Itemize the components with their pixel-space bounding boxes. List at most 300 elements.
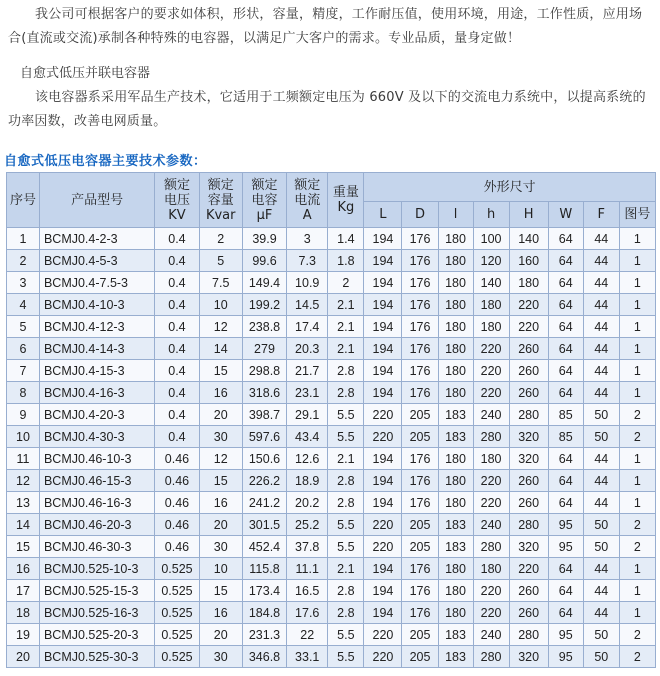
cell-figure-no: 1 <box>619 602 655 624</box>
cell-current: 20.2 <box>287 492 328 514</box>
cell-model: BCMJ0.46-10-3 <box>39 448 154 470</box>
cell-l: 180 <box>438 272 473 294</box>
cell-L: 194 <box>364 558 402 580</box>
cell-capacitance: 279 <box>242 338 286 360</box>
cell-model: BCMJ0.4-14-3 <box>39 338 154 360</box>
cell-W: 95 <box>548 514 583 536</box>
cell-H: 160 <box>509 250 548 272</box>
cell-l: 180 <box>438 294 473 316</box>
cell-current: 29.1 <box>287 404 328 426</box>
cell-model: BCMJ0.4-2-3 <box>39 228 154 250</box>
header-capacity-line1: 额定 <box>207 177 234 193</box>
cell-capacitance: 39.9 <box>242 228 286 250</box>
cell-capacity: 16 <box>199 492 242 514</box>
cell-L: 194 <box>364 602 402 624</box>
cell-capacitance: 226.2 <box>242 470 286 492</box>
cell-L: 194 <box>364 294 402 316</box>
cell-figure-no: 1 <box>619 558 655 580</box>
cell-no: 14 <box>7 514 40 536</box>
cell-h: 220 <box>473 492 509 514</box>
cell-weight: 2.1 <box>328 338 364 360</box>
cell-F: 44 <box>583 470 619 492</box>
cell-capacitance: 597.6 <box>242 426 286 448</box>
cell-capacity: 10 <box>199 558 242 580</box>
cell-F: 44 <box>583 250 619 272</box>
cell-capacity: 7.5 <box>199 272 242 294</box>
cell-weight: 2.1 <box>328 448 364 470</box>
cell-model: BCMJ0.46-16-3 <box>39 492 154 514</box>
cell-current: 17.6 <box>287 602 328 624</box>
cell-capacitance: 199.2 <box>242 294 286 316</box>
cell-L: 194 <box>364 360 402 382</box>
cell-F: 50 <box>583 404 619 426</box>
cell-F: 50 <box>583 624 619 646</box>
cell-D: 205 <box>402 646 438 668</box>
cell-H: 220 <box>509 294 548 316</box>
cell-figure-no: 1 <box>619 338 655 360</box>
cell-L: 220 <box>364 404 402 426</box>
cell-model: BCMJ0.46-30-3 <box>39 536 154 558</box>
cell-no: 15 <box>7 536 40 558</box>
cell-capacitance: 184.8 <box>242 602 286 624</box>
cell-model: BCMJ0.525-15-3 <box>39 580 154 602</box>
cell-voltage: 0.4 <box>155 426 199 448</box>
table-row <box>7 646 656 668</box>
cell-F: 44 <box>583 492 619 514</box>
header-current-line2: 电流 <box>294 192 321 208</box>
cell-h: 180 <box>473 558 509 580</box>
cell-current: 17.4 <box>287 316 328 338</box>
cell-figure-no: 1 <box>619 228 655 250</box>
cell-no: 18 <box>7 602 40 624</box>
cell-l: 180 <box>438 580 473 602</box>
cell-D: 176 <box>402 580 438 602</box>
cell-weight: 1.4 <box>328 228 364 250</box>
cell-D: 176 <box>402 558 438 580</box>
cell-weight: 5.5 <box>328 536 364 558</box>
cell-L: 220 <box>364 426 402 448</box>
cell-model: BCMJ0.525-30-3 <box>39 646 154 668</box>
cell-l: 183 <box>438 404 473 426</box>
cell-model: BCMJ0.4-12-3 <box>39 316 154 338</box>
table-row <box>7 338 656 360</box>
product-subheading: 自愈式低压并联电容器 <box>20 66 151 81</box>
cell-W: 95 <box>548 646 583 668</box>
cell-no: 3 <box>7 272 40 294</box>
cell-voltage: 0.525 <box>155 646 199 668</box>
cell-D: 205 <box>402 536 438 558</box>
header-dim-H: H <box>509 202 548 228</box>
cell-D: 205 <box>402 404 438 426</box>
header-voltage-line2: 电压 <box>163 192 190 208</box>
cell-current: 33.1 <box>287 646 328 668</box>
cell-no: 7 <box>7 360 40 382</box>
cell-weight: 2.8 <box>328 470 364 492</box>
header-weight-line1: 重量 <box>332 185 359 200</box>
cell-figure-no: 1 <box>619 316 655 338</box>
cell-figure-no: 1 <box>619 382 655 404</box>
cell-H: 260 <box>509 338 548 360</box>
header-capacity-unit: Kvar <box>205 207 236 223</box>
cell-capacitance: 149.4 <box>242 272 286 294</box>
header-current-line1: 额定 <box>294 177 321 193</box>
cell-no: 12 <box>7 470 40 492</box>
cell-current: 18.9 <box>287 470 328 492</box>
cell-W: 64 <box>548 272 583 294</box>
cell-model: BCMJ0.525-20-3 <box>39 624 154 646</box>
cell-figure-no: 1 <box>619 580 655 602</box>
table-row <box>7 272 656 294</box>
cell-H: 320 <box>509 448 548 470</box>
table-row <box>7 250 656 272</box>
cell-figure-no: 1 <box>619 470 655 492</box>
cell-figure-no: 1 <box>619 272 655 294</box>
cell-L: 194 <box>364 470 402 492</box>
cell-capacity: 15 <box>199 360 242 382</box>
cell-model: BCMJ0.4-5-3 <box>39 250 154 272</box>
cell-H: 220 <box>509 316 548 338</box>
header-voltage-unit: KV <box>168 207 186 223</box>
cell-current: 12.6 <box>287 448 328 470</box>
cell-W: 95 <box>548 536 583 558</box>
cell-figure-no: 1 <box>619 492 655 514</box>
cell-W: 64 <box>548 228 583 250</box>
table-row <box>7 382 656 404</box>
cell-capacity: 16 <box>199 602 242 624</box>
cell-H: 260 <box>509 360 548 382</box>
spec-table <box>6 172 656 668</box>
cell-current: 3 <box>287 228 328 250</box>
cell-capacity: 20 <box>199 404 242 426</box>
cell-figure-no: 1 <box>619 360 655 382</box>
cell-no: 8 <box>7 382 40 404</box>
cell-weight: 2.8 <box>328 360 364 382</box>
cell-weight: 2.1 <box>328 316 364 338</box>
cell-F: 50 <box>583 514 619 536</box>
cell-h: 100 <box>473 228 509 250</box>
cell-voltage: 0.4 <box>155 272 199 294</box>
cell-W: 64 <box>548 602 583 624</box>
cell-capacity: 5 <box>199 250 242 272</box>
table-title: 自愈式低压电容器主要技术参数： <box>4 154 207 169</box>
cell-L: 220 <box>364 514 402 536</box>
cell-h: 220 <box>473 470 509 492</box>
cell-no: 16 <box>7 558 40 580</box>
cell-current: 16.5 <box>287 580 328 602</box>
table-row <box>7 602 656 624</box>
cell-l: 180 <box>438 338 473 360</box>
header-dim-F: F <box>583 202 619 228</box>
cell-F: 50 <box>583 426 619 448</box>
table-row <box>7 316 656 338</box>
cell-model: BCMJ0.525-10-3 <box>39 558 154 580</box>
cell-h: 280 <box>473 426 509 448</box>
cell-H: 260 <box>509 470 548 492</box>
table-body <box>7 228 656 668</box>
cell-model: BCMJ0.4-20-3 <box>39 404 154 426</box>
cell-D: 176 <box>402 338 438 360</box>
cell-current: 43.4 <box>287 426 328 448</box>
cell-voltage: 0.4 <box>155 338 199 360</box>
cell-capacitance: 99.6 <box>242 250 286 272</box>
intro-paragraph: 我公司可根据客户的要求如体积，形状，容量，精度，工作耐压值，使用环境，用途，工作性质，应用场合(直流或交流)承制各种特殊的电容器，以满足广大客户的需求。专业品质，量身定做！ <box>8 7 643 46</box>
cell-F: 44 <box>583 272 619 294</box>
cell-figure-no: 2 <box>619 624 655 646</box>
cell-W: 95 <box>548 624 583 646</box>
cell-D: 176 <box>402 382 438 404</box>
cell-h: 180 <box>473 294 509 316</box>
cell-H: 280 <box>509 624 548 646</box>
cell-capacitance: 346.8 <box>242 646 286 668</box>
cell-H: 180 <box>509 272 548 294</box>
cell-W: 64 <box>548 448 583 470</box>
cell-voltage: 0.4 <box>155 294 199 316</box>
cell-capacity: 2 <box>199 228 242 250</box>
cell-voltage: 0.46 <box>155 514 199 536</box>
cell-capacitance: 173.4 <box>242 580 286 602</box>
header-dimensions: 外形尺寸 <box>364 173 656 202</box>
header-current-unit: A <box>302 207 312 223</box>
table-row <box>7 558 656 580</box>
cell-weight: 5.5 <box>328 426 364 448</box>
cell-h: 220 <box>473 360 509 382</box>
cell-W: 85 <box>548 404 583 426</box>
table-row <box>7 360 656 382</box>
cell-h: 220 <box>473 580 509 602</box>
cell-weight: 2 <box>328 272 364 294</box>
cell-figure-no: 2 <box>619 536 655 558</box>
cell-H: 220 <box>509 558 548 580</box>
cell-figure-no: 1 <box>619 294 655 316</box>
table-row <box>7 228 656 250</box>
cell-h: 220 <box>473 338 509 360</box>
cell-F: 44 <box>583 294 619 316</box>
cell-W: 64 <box>548 360 583 382</box>
table-row <box>7 492 656 514</box>
cell-l: 180 <box>438 448 473 470</box>
cell-no: 19 <box>7 624 40 646</box>
cell-figure-no: 1 <box>619 250 655 272</box>
cell-capacity: 30 <box>199 426 242 448</box>
cell-H: 280 <box>509 514 548 536</box>
cell-F: 44 <box>583 316 619 338</box>
cell-W: 64 <box>548 470 583 492</box>
cell-h: 180 <box>473 316 509 338</box>
cell-H: 320 <box>509 426 548 448</box>
cell-voltage: 0.4 <box>155 382 199 404</box>
header-voltage-line1: 额定 <box>163 177 190 193</box>
cell-D: 176 <box>402 250 438 272</box>
cell-L: 194 <box>364 338 402 360</box>
cell-voltage: 0.4 <box>155 360 199 382</box>
header-voltage <box>155 173 199 228</box>
cell-current: 7.3 <box>287 250 328 272</box>
cell-weight: 5.5 <box>328 624 364 646</box>
cell-L: 220 <box>364 624 402 646</box>
cell-no: 4 <box>7 294 40 316</box>
cell-figure-no: 1 <box>619 448 655 470</box>
cell-H: 260 <box>509 580 548 602</box>
cell-l: 183 <box>438 624 473 646</box>
cell-capacity: 15 <box>199 580 242 602</box>
cell-figure-no: 2 <box>619 426 655 448</box>
table-row <box>7 470 656 492</box>
header-no: 序号 <box>7 173 40 228</box>
cell-figure-no: 2 <box>619 514 655 536</box>
cell-l: 183 <box>438 536 473 558</box>
cell-l: 180 <box>438 382 473 404</box>
cell-D: 205 <box>402 624 438 646</box>
header-dim-D: D <box>402 202 438 228</box>
cell-D: 176 <box>402 448 438 470</box>
cell-capacitance: 318.6 <box>242 382 286 404</box>
cell-W: 64 <box>548 382 583 404</box>
cell-current: 25.2 <box>287 514 328 536</box>
cell-F: 44 <box>583 580 619 602</box>
table-row <box>7 624 656 646</box>
header-model: 产品型号 <box>39 173 154 228</box>
cell-l: 183 <box>438 514 473 536</box>
cell-weight: 2.1 <box>328 294 364 316</box>
header-capacitance-unit: μF <box>256 207 273 223</box>
cell-weight: 2.8 <box>328 492 364 514</box>
cell-capacity: 16 <box>199 382 242 404</box>
cell-model: BCMJ0.4-30-3 <box>39 426 154 448</box>
cell-D: 205 <box>402 514 438 536</box>
cell-current: 21.7 <box>287 360 328 382</box>
cell-no: 2 <box>7 250 40 272</box>
header-capacitance-line2: 电容 <box>251 192 278 208</box>
cell-l: 180 <box>438 602 473 624</box>
cell-voltage: 0.46 <box>155 448 199 470</box>
cell-no: 10 <box>7 426 40 448</box>
cell-D: 205 <box>402 426 438 448</box>
cell-h: 220 <box>473 382 509 404</box>
cell-l: 180 <box>438 470 473 492</box>
cell-W: 64 <box>548 558 583 580</box>
cell-F: 44 <box>583 382 619 404</box>
header-capacity-line2: 容量 <box>207 192 234 208</box>
cell-capacitance: 150.6 <box>242 448 286 470</box>
cell-F: 44 <box>583 338 619 360</box>
cell-weight: 2.8 <box>328 382 364 404</box>
cell-F: 44 <box>583 558 619 580</box>
cell-L: 220 <box>364 646 402 668</box>
cell-capacitance: 238.8 <box>242 316 286 338</box>
cell-voltage: 0.46 <box>155 470 199 492</box>
cell-no: 11 <box>7 448 40 470</box>
cell-capacity: 14 <box>199 338 242 360</box>
cell-current: 11.1 <box>287 558 328 580</box>
cell-no: 1 <box>7 228 40 250</box>
header-capacitance-line1: 额定 <box>251 177 278 193</box>
cell-voltage: 0.4 <box>155 250 199 272</box>
cell-W: 64 <box>548 338 583 360</box>
cell-capacity: 30 <box>199 646 242 668</box>
cell-H: 280 <box>509 404 548 426</box>
cell-l: 180 <box>438 250 473 272</box>
cell-voltage: 0.4 <box>155 316 199 338</box>
cell-figure-no: 2 <box>619 404 655 426</box>
cell-capacity: 12 <box>199 316 242 338</box>
cell-model: BCMJ0.46-15-3 <box>39 470 154 492</box>
cell-L: 194 <box>364 228 402 250</box>
cell-model: BCMJ0.4-15-3 <box>39 360 154 382</box>
cell-h: 120 <box>473 250 509 272</box>
cell-W: 64 <box>548 294 583 316</box>
cell-l: 180 <box>438 316 473 338</box>
cell-model: BCMJ0.4-7.5-3 <box>39 272 154 294</box>
header-current <box>287 173 328 228</box>
cell-weight: 2.8 <box>328 602 364 624</box>
cell-H: 260 <box>509 382 548 404</box>
cell-no: 5 <box>7 316 40 338</box>
cell-voltage: 0.46 <box>155 536 199 558</box>
table-row <box>7 580 656 602</box>
cell-h: 240 <box>473 404 509 426</box>
cell-current: 10.9 <box>287 272 328 294</box>
cell-D: 176 <box>402 492 438 514</box>
table-row <box>7 404 656 426</box>
cell-W: 64 <box>548 492 583 514</box>
table-row <box>7 514 656 536</box>
cell-L: 194 <box>364 580 402 602</box>
cell-D: 176 <box>402 316 438 338</box>
header-dim-W: W <box>548 202 583 228</box>
table-header <box>7 173 656 228</box>
cell-l: 183 <box>438 646 473 668</box>
cell-voltage: 0.46 <box>155 492 199 514</box>
cell-figure-no: 2 <box>619 646 655 668</box>
cell-capacitance: 301.5 <box>242 514 286 536</box>
cell-h: 220 <box>473 602 509 624</box>
cell-l: 180 <box>438 492 473 514</box>
cell-D: 176 <box>402 272 438 294</box>
cell-D: 176 <box>402 470 438 492</box>
cell-no: 20 <box>7 646 40 668</box>
cell-D: 176 <box>402 294 438 316</box>
cell-capacity: 10 <box>199 294 242 316</box>
cell-model: BCMJ0.46-20-3 <box>39 514 154 536</box>
cell-current: 22 <box>287 624 328 646</box>
cell-D: 176 <box>402 602 438 624</box>
header-weight-unit: Kg <box>337 200 355 215</box>
cell-H: 260 <box>509 602 548 624</box>
cell-L: 194 <box>364 272 402 294</box>
cell-F: 44 <box>583 602 619 624</box>
cell-current: 23.1 <box>287 382 328 404</box>
cell-W: 64 <box>548 316 583 338</box>
cell-capacity: 20 <box>199 624 242 646</box>
product-description: 该电容器系采用军品生产技术，它适用于工频额定电压为 660V 及以下的交流电力系统中，以提高系统的功率因数，改善电网质量。 <box>8 90 646 129</box>
cell-W: 64 <box>548 580 583 602</box>
cell-h: 240 <box>473 624 509 646</box>
cell-D: 176 <box>402 228 438 250</box>
header-figure-no: 图号 <box>619 202 655 228</box>
cell-W: 85 <box>548 426 583 448</box>
cell-model: BCMJ0.4-10-3 <box>39 294 154 316</box>
cell-h: 280 <box>473 536 509 558</box>
cell-l: 180 <box>438 228 473 250</box>
cell-weight: 1.8 <box>328 250 364 272</box>
cell-capacitance: 298.8 <box>242 360 286 382</box>
cell-current: 37.8 <box>287 536 328 558</box>
cell-l: 183 <box>438 426 473 448</box>
cell-weight: 5.5 <box>328 646 364 668</box>
cell-no: 9 <box>7 404 40 426</box>
cell-L: 194 <box>364 382 402 404</box>
cell-current: 14.5 <box>287 294 328 316</box>
